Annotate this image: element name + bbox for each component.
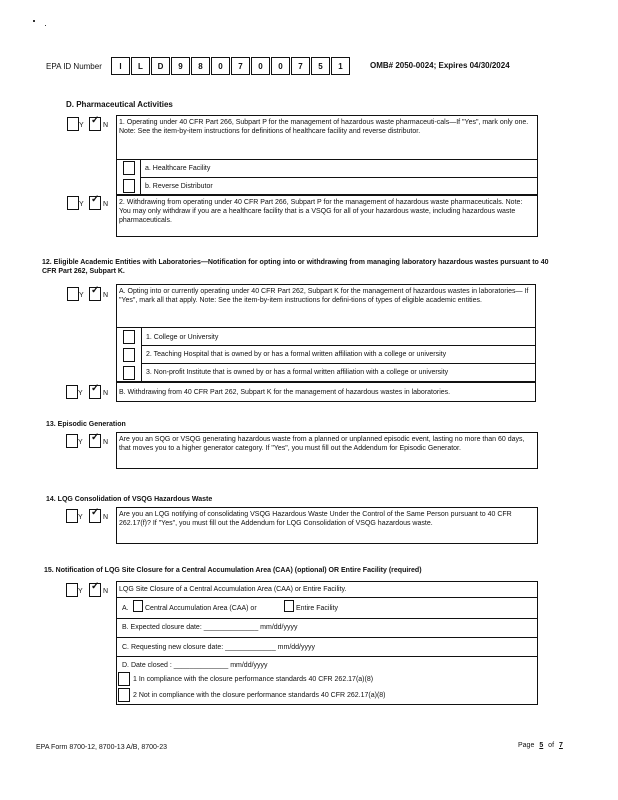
epa-id-char: 8	[191, 57, 210, 75]
checkmark-icon: ✓	[91, 115, 100, 126]
of-label: of	[548, 742, 555, 749]
checkbox-yes[interactable]	[67, 287, 79, 301]
checkbox-college[interactable]	[123, 330, 135, 344]
yes-label: Y	[79, 201, 84, 208]
no-label: N	[103, 439, 109, 446]
section-13-text: Are you an SQG or VSQG generating hazardous waste from a planned or unplanned episodic event, lasting no more than 60 days, that moves you to a higher generator category. If "Yes", you must fill out the Addendum for Episodic Generator.	[119, 436, 525, 452]
page-number: 5	[539, 742, 544, 749]
requesting-new-closure-date[interactable]: C. Requesting new closure date: _____________ mm/dd/yyyy	[122, 644, 316, 651]
checkbox-yes[interactable]	[66, 385, 78, 399]
section-d-q2-text: 2. Withdrawing from operating under 40 CFR Part 266, Subpart P for the management of hazardous waste pharmaceuticals. Note: You may only withdraw if you are a healthcare facility that is a VSQG for all of your hazardous waste, including hazardous waste pharmaceuticals.	[119, 199, 523, 224]
checkmark-icon: ✓	[91, 507, 100, 518]
section-14-title: 14. LQG Consolidation of VSQG Hazardous Waste	[46, 496, 213, 503]
date-closed[interactable]: D. Date closed : ______________ mm/dd/yyyy	[122, 662, 268, 669]
section-13-title: 13. Episodic Generation	[46, 421, 126, 428]
in-compliance-label: 1 In compliance with the closure performance standards 40 CFR 262.17(a)(8)	[133, 676, 374, 683]
section-14-text: Are you an LQG notifying of consolidating VSQG Hazardous Waste Under the Control of the Same Person pursuant to 40 CFR 262.17(f)? If "Yes", you must fill out the Addendum for LQG Consolidation of VSQG hazardous waste.	[119, 511, 512, 527]
epa-id-char: 9	[171, 57, 190, 75]
yes-label: Y	[78, 390, 83, 397]
page-total: 7	[558, 742, 563, 749]
checkmark-icon: ✓	[91, 581, 100, 592]
no-label: N	[103, 292, 109, 299]
row-divider	[116, 618, 538, 619]
checkmark-icon: ✓	[91, 432, 100, 443]
scan-speck	[33, 20, 35, 22]
checkbox-reverse-distributor[interactable]	[123, 179, 135, 193]
no-label: N	[103, 390, 109, 397]
omb-number: OMB# 2050-0024; Expires 04/30/2024	[370, 61, 510, 70]
checkmark-icon: ✓	[91, 383, 100, 394]
epa-id-char: 1	[331, 57, 350, 75]
no-label: N	[103, 201, 109, 208]
checkbox-healthcare-facility[interactable]	[123, 161, 135, 175]
no-label: N	[103, 122, 109, 129]
epa-id-char: L	[131, 57, 150, 75]
page-indicator	[518, 741, 563, 750]
yes-label: Y	[79, 122, 84, 129]
checkbox-not-in-compliance[interactable]	[118, 688, 130, 702]
yes-label: Y	[78, 514, 83, 521]
college-label: 1. College or University	[146, 334, 219, 341]
col-divider	[140, 159, 141, 195]
epa-id-char: 5	[311, 57, 330, 75]
form-number: EPA Form 8700-12, 8700-13 A/B, 8700-23	[36, 744, 168, 751]
no-label: N	[103, 588, 109, 595]
row-divider	[116, 159, 538, 160]
section-12-title: 12. Eligible Academic Entities with Laboratories—Notification for opting into or withdrawing from managing laboratory hazardous wastes pursuant to 40 CFR Part 262, Subpart K.	[42, 259, 549, 275]
section-15-title: 15. Notification of LQG Site Closure for a Central Accumulation Area (CAA) (optional) OR Entire Facility (required)	[44, 567, 422, 574]
checkbox-yes[interactable]	[66, 509, 78, 523]
checkbox-no[interactable]	[89, 509, 101, 523]
caa-label: Central Accumulation Area (CAA) or	[145, 605, 257, 612]
no-label: N	[103, 514, 109, 521]
row-divider	[116, 656, 538, 657]
row-divider	[141, 363, 536, 364]
checkbox-no[interactable]	[89, 117, 101, 131]
epa-id-char: D	[151, 57, 170, 75]
checkbox-teaching-hospital[interactable]	[123, 348, 135, 362]
epa-id-char: 7	[291, 57, 310, 75]
teaching-hospital-label: 2. Teaching Hospital that is owned by or has a formal written affiliation with a college or university	[146, 351, 447, 358]
epa-id-char: 0	[211, 57, 230, 75]
not-in-compliance-label: 2 Not in compliance with the closure performance standards 40 CFR 262.17(a)(8)	[133, 692, 386, 699]
epa-id-char: 7	[231, 57, 250, 75]
row-divider	[141, 345, 536, 346]
row-divider	[116, 597, 538, 598]
reverse-distributor-label: b. Reverse Distributor	[145, 183, 213, 190]
row-divider	[116, 637, 538, 638]
closure-a-prefix: A.	[122, 605, 129, 612]
section-12-b-text: B. Withdrawing from 40 CFR Part 262, Subpart K for the management of hazardous wastes in laboratories.	[119, 389, 451, 396]
col-divider	[141, 327, 142, 382]
checkbox-entire-facility[interactable]	[284, 600, 294, 612]
epa-id-char: I	[111, 57, 130, 75]
epa-id-char: 0	[251, 57, 270, 75]
yes-label: Y	[79, 292, 84, 299]
checkmark-icon: ✓	[91, 285, 100, 296]
checkbox-no[interactable]	[89, 196, 101, 210]
checkbox-in-compliance[interactable]	[118, 672, 130, 686]
yes-label: Y	[78, 439, 83, 446]
checkbox-no[interactable]	[89, 434, 101, 448]
epa-id-char: 0	[271, 57, 290, 75]
checkbox-no[interactable]	[89, 385, 101, 399]
section-d-title: D. Pharmaceutical Activities	[66, 100, 173, 109]
section-12-a-text: A. Opting into or currently operating under 40 CFR Part 262, Subpart K for the management of hazardous wastes in laboratories— If "Yes", mark all that apply. Note: See the item-by-item instructions for defini-tions of types of eligible academic entities.	[119, 288, 529, 304]
entire-facility-label: Entire Facility	[296, 605, 339, 612]
checkbox-no[interactable]	[89, 287, 101, 301]
row-divider	[116, 327, 536, 328]
yes-label: Y	[78, 588, 83, 595]
section-d-q1-text: 1. Operating under 40 CFR Part 266, Subpart P for the management of hazardous waste pharmaceuti-cals—If "Yes", mark only one. Note: See the item-by-item instructions for definitions of healthcare facility and reverse distributor.	[119, 119, 529, 135]
checkbox-yes[interactable]	[67, 196, 79, 210]
checkbox-yes[interactable]	[67, 117, 79, 131]
scan-speck	[45, 25, 46, 26]
checkbox-yes[interactable]	[66, 583, 78, 597]
checkbox-caa[interactable]	[133, 600, 143, 612]
expected-closure-date[interactable]: B. Expected closure date: ______________ mm/dd/yyyy	[122, 624, 298, 631]
checkmark-icon: ✓	[91, 194, 100, 205]
nonprofit-institute-label: 3. Non-profit Institute that is owned by or has a formal written affiliation with a college or university	[146, 369, 449, 376]
checkbox-nonprofit-institute[interactable]	[123, 366, 135, 380]
checkbox-no[interactable]	[89, 583, 101, 597]
page-label: Page	[518, 742, 535, 749]
row-divider	[140, 177, 538, 178]
checkbox-yes[interactable]	[66, 434, 78, 448]
epa-id-label: EPA ID Number	[46, 62, 102, 71]
healthcare-facility-label: a. Healthcare Facility	[145, 165, 211, 172]
section-15-text: LQG Site Closure of a Central Accumulation Area (CAA) or Entire Facility.	[119, 586, 347, 593]
